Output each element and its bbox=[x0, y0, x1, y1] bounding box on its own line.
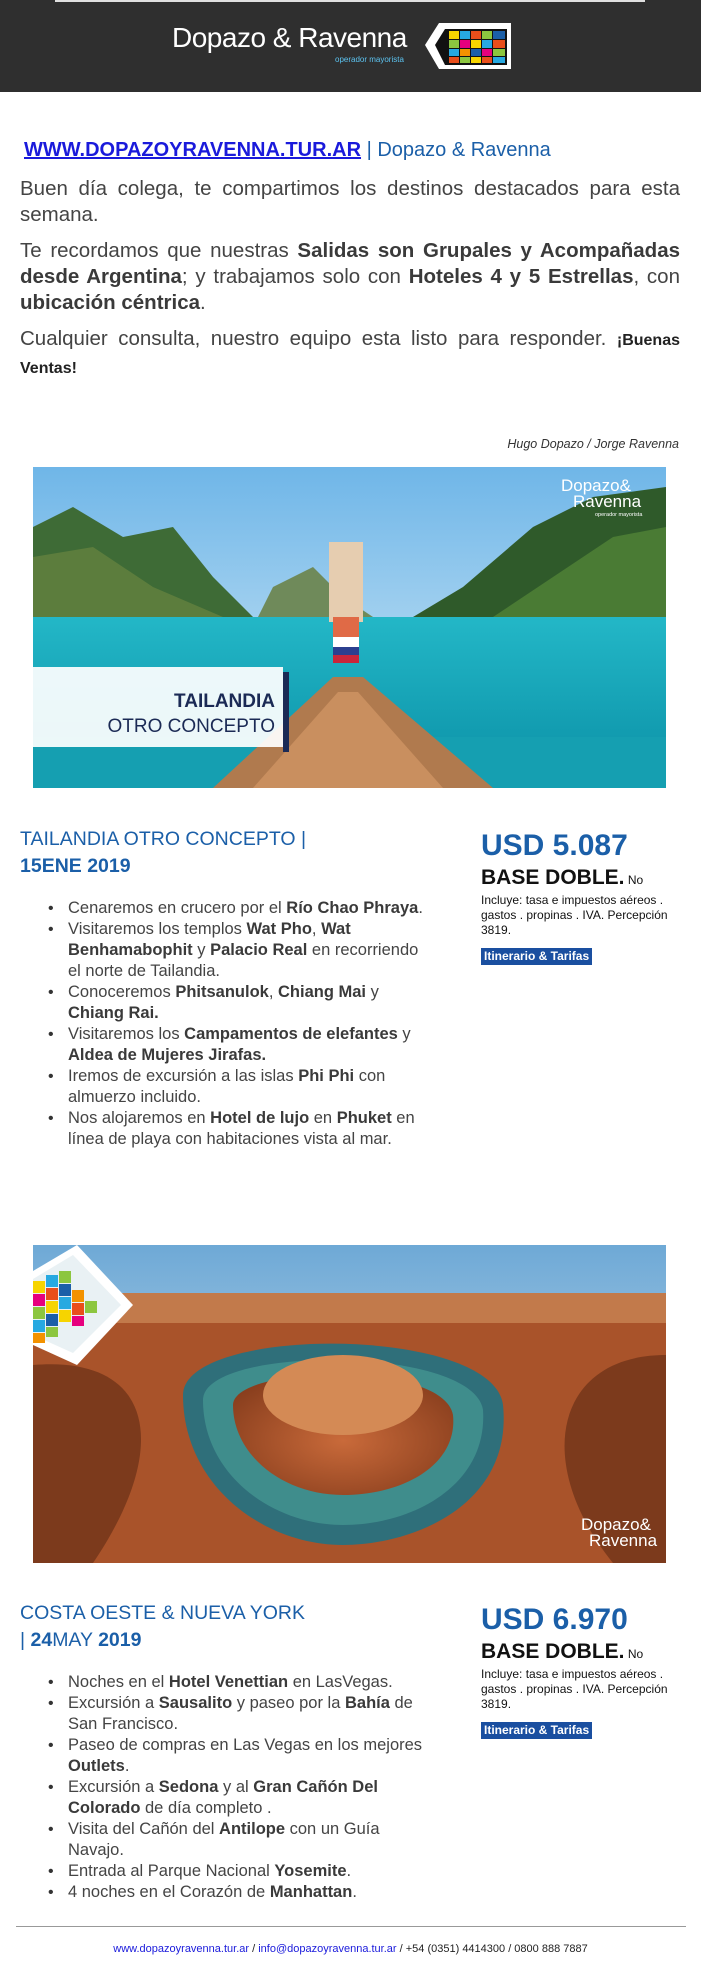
signature: Hugo Dopazo / Jorge Ravenna bbox=[507, 437, 679, 451]
tour1-price: USD 5.087 bbox=[481, 829, 628, 862]
thailand-scene bbox=[33, 467, 666, 788]
tour1-note: Incluye: tasa e impuestos aéreos . gastos . propinas . IVA. Percepción 3819. bbox=[481, 893, 668, 937]
list-item: • Noches en el Hotel Venettian en LasVegas. bbox=[48, 1672, 428, 1693]
intro-reminder bbox=[20, 238, 680, 316]
footer bbox=[0, 1943, 701, 1955]
bold-text: Salidas son Grupales y Acompañadas desde Argentina bbox=[20, 239, 680, 288]
tour2-title bbox=[20, 1600, 305, 1654]
intro-contact bbox=[20, 326, 680, 382]
footer-phones: +54 (0351) 4414300 / 0800 888 7887 bbox=[405, 1943, 588, 1955]
base-label: BASE DOBLE. bbox=[481, 866, 625, 889]
banner2-logo-line2: Ravenna bbox=[589, 1531, 658, 1550]
footer-email-link[interactable]: info@dopazoyravenna.tur.ar bbox=[258, 1943, 397, 1955]
bold-text: Hoteles 4 y 5 Estrellas bbox=[408, 265, 634, 288]
tour1-base bbox=[481, 865, 681, 893]
tour1-itinerary-button[interactable]: Itinerario & Tarifas bbox=[481, 948, 592, 965]
footer-divider bbox=[16, 1926, 686, 1927]
banner-logo-sub: operador mayorista bbox=[595, 512, 643, 518]
list-item: • 4 noches en el Corazón de Manhattan. bbox=[48, 1882, 428, 1903]
intro-greeting: Buen día colega, te compartimos los destinos destacados para esta semana. bbox=[20, 177, 680, 226]
banner-title-2: OTRO CONCEPTO bbox=[107, 716, 275, 737]
intro-section bbox=[20, 134, 680, 382]
text: ; y trabajamos solo con bbox=[181, 265, 409, 288]
header-top-line bbox=[55, 0, 645, 2]
base-label: BASE DOBLE. bbox=[481, 1640, 625, 1663]
list-item: • Iremos de excursión a las islas Phi Phi con almuerzo incluido. bbox=[48, 1066, 428, 1108]
site-line-rest: | Dopazo & Ravenna bbox=[361, 139, 551, 161]
sign-off-text: ¡Buenas Ventas! bbox=[20, 332, 680, 377]
tour2-year: 2019 bbox=[98, 1629, 142, 1651]
footer-website-link[interactable]: www.dopazoyravenna.tur.ar bbox=[113, 1943, 250, 1955]
list-item: • Nos alojaremos en Hotel de lujo en Phuket en línea de playa con habitaciones vista al mar. bbox=[48, 1108, 428, 1150]
tour2-price: USD 6.970 bbox=[481, 1603, 628, 1636]
list-item: • Excursión a Sausalito y paseo por la Bahía de San Francisco. bbox=[48, 1693, 428, 1735]
tour1-list bbox=[48, 898, 428, 1150]
text: Cualquier consulta, nuestro equipo esta listo para responder. bbox=[20, 327, 617, 350]
thailand-banner-image[interactable] bbox=[33, 467, 666, 788]
tour1-title-line1: TAILANDIA OTRO CONCEPTO | bbox=[20, 828, 307, 850]
usa-banner-image[interactable] bbox=[33, 1245, 666, 1566]
tour1-price-box bbox=[481, 829, 681, 965]
brand-logo-link[interactable] bbox=[172, 22, 532, 68]
canyon-scene bbox=[33, 1245, 666, 1563]
tour2-note: Incluye: tasa e impuestos aéreos . gastos . propinas . IVA. Percepción 3819. bbox=[481, 1667, 668, 1711]
list-item: • Visitaremos los templos Wat Pho, Wat Benhamabophit y Palacio Real en recorriendo el norte de Tailandia. bbox=[48, 919, 428, 982]
tour2-month: MAY bbox=[52, 1629, 99, 1651]
site-line bbox=[20, 134, 680, 166]
text: . bbox=[200, 291, 206, 314]
tour1-date: 15ENE 2019 bbox=[20, 855, 131, 877]
brand-name: Dopazo & Ravenna bbox=[172, 22, 407, 53]
list-item: • Cenaremos en crucero por el Río Chao Phraya. bbox=[48, 898, 428, 919]
tour2-price-box bbox=[481, 1603, 681, 1739]
text: , con bbox=[633, 265, 680, 288]
tour2-list bbox=[48, 1672, 428, 1903]
list-item: • Excursión a Sedona y al Gran Cañón Del Colorado de día completo . bbox=[48, 1777, 428, 1819]
list-item: • Paseo de compras en Las Vegas en los mejores Outlets. bbox=[48, 1735, 428, 1777]
tour1-title bbox=[20, 826, 306, 880]
banner-logo-line1: Dopazo& bbox=[561, 476, 631, 495]
website-link[interactable]: WWW.DOPAZOYRAVENNA.TUR.AR bbox=[24, 139, 362, 161]
tour2-title-line1: COSTA OESTE & NUEVA YORK bbox=[20, 1602, 305, 1624]
list-item: • Entrada al Parque Nacional Yosemite. bbox=[48, 1861, 428, 1882]
base-small: No bbox=[624, 873, 644, 887]
base-small: No bbox=[624, 1647, 644, 1661]
banner-logo-line2: Ravenna bbox=[573, 492, 642, 511]
email-header bbox=[0, 0, 701, 92]
list-item: • Visitaremos los Campamentos de elefantes y Aldea de Mujeres Jirafas. bbox=[48, 1024, 428, 1066]
banner2-logo-line1: Dopazo& bbox=[581, 1515, 651, 1534]
brand-tagline: operador mayorista bbox=[335, 55, 404, 64]
text: / bbox=[249, 1943, 259, 1955]
text: | bbox=[20, 1629, 31, 1651]
list-item: • Conoceremos Phitsanulok, Chiang Mai y Chiang Rai. bbox=[48, 982, 428, 1024]
tour2-base bbox=[481, 1639, 681, 1667]
tour2-itinerary-button[interactable]: Itinerario & Tarifas bbox=[481, 1722, 592, 1739]
tour2-day: 24 bbox=[30, 1629, 53, 1651]
mosaic-logo-icon bbox=[425, 15, 515, 75]
banner-title-1: TAILANDIA bbox=[174, 691, 275, 712]
text: Te recordamos que nuestras bbox=[20, 239, 298, 262]
list-item: • Visita del Cañón del Antilope con un Guía Navajo. bbox=[48, 1819, 428, 1861]
text: / bbox=[396, 1943, 406, 1955]
bold-text: ubicación céntrica bbox=[20, 291, 201, 314]
